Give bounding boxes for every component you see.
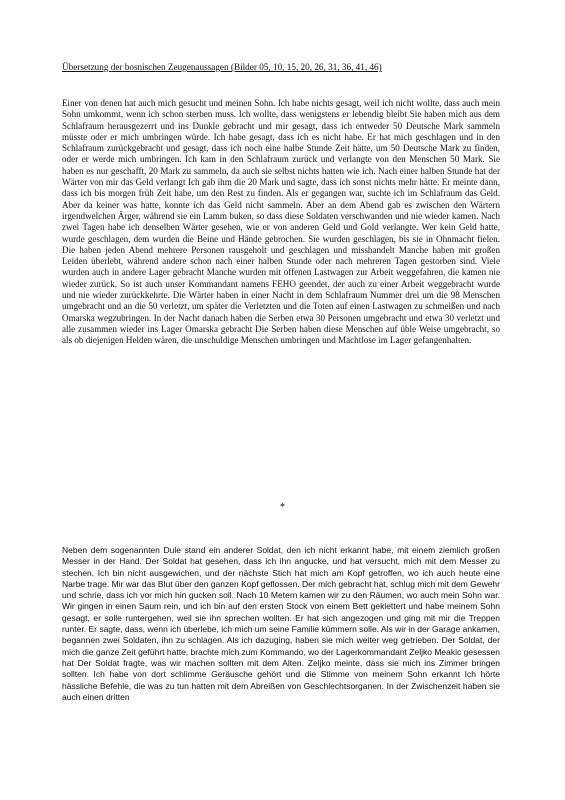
document-title: Übersetzung der bosnischen Zeugenaussagen (Bilder 05, 10, 15, 20, 26, 31, 36, 41, 46): [62, 62, 382, 72]
section-separator: *: [280, 502, 285, 513]
testimony-paragraph-2: Neben dem sogenannten Dule stand ein anderer Soldat, den ich nicht erkannt habe, mit einem ziemlich großen Messer in der Hand. Der Soldat hat gesehen, dass ich ihn angucke, und hat versucht, mich mit dem Messer zu stechen. Ich bin nicht ausgewichen, und der nächste Stich hat mich am Kopf getroffen, wo ich auch heute eine Narbe trage. Mir war das Blut über den ganzen Kopf geflossen. Der mich gebracht hat, schlug mich mit dem Gewehr und schrie, dass ich vor mich hin gucken soll. Nach 10 Metern kamen wir zu den Räumen, wo auch mein Sohn war. Wir gingen in einen Saum rein, und ich bin auf den ersten Stock von einem Bett geklettert und habe meinem Sohn gesagt, er solle runtergehen, weil sie ihn sprechen wollten. Er hat sich angezogen und ging mit mir die Treppen runter. Er sagte, dass, wenn ich überlebe, ich mich um seine Familie kümmern solle. Als wir in der Garage ankamen, begannen zwei Soldaten, ihn zu schlagen. Als ich dazuging, haben sie mich weiter weg getrieben. Der Soldat, der mich die ganze Zeit geführt hatte, brachte mich zum Kommando, wo der Lagerkommandant Zeljko Meakic gesessen hat Der Soldat fragte, was wir machen sollten mit dem Alten. Zeljko meinte, dass sie mich ins Zimmer bringen sollten. Ich habe von dort schlimme Geräusche gehört und die Stimme von meinem Sohn erkannt Ich hörte hässliche Befehle, die was zu tun hatten mit dem Abreißen von Geschlechtsorganen. In der Zwischenzeit haben sie auch einen dritten: [62, 545, 500, 702]
testimony-paragraph-1: Einer von denen hat auch mich gesucht und meinen Sohn. Ich habe nichts gesagt, weil ich nicht wollte, dass auch mein Sohn umkommt, wenn ich schon sterben muss. Ich wollte, dass wenigstens er lebendig bleibt Sie haben mich aus dem Schlafraum herausgezerrt und ins Dunkle gebracht und mir gesagt, dass ich entweder 50 Deutsche Mark sammeln müsste oder er mich umbringen würde. Ich habe gesagt, dass ich es nicht habe. Er hat mich geschlagen und in den Schlafraum zurückgebracht und gesagt, dass ich noch eine halbe Stunde Zeit hätte, um 50 Deutsche Mark zu finden, oder er werde mich umbringen. Ich kam in den Schlafraum zurück und verlangte von den Menschen 50 Mark. Sie haben es nur geschafft, 20 Mark zu sammeln, da auch sie selbst nichts hatten wie ich. Nach einer halben Stunde hat der Wärter von mir das Geld verlangt Ich gab ihm die 20 Mark und sagte, dass ich sonst nichts mehr hätte. Er meinte dann, dass ich bis morgen früh Zeit habe, um den Rest zu finden. Als er gegangen war, suchte ich im Schlafraum das Geld. Aber da keiner was hatte, konnte ich das Geld nicht sammeln. Aber an dem Abend gab es zwischen den Wärtern irgendwelchen Ärger, während sie ein Lamm buken, so dass diese Soldaten verschwanden und nie wieder kamen. Nach zwei Tagen habe ich denselben Wärter gesehen, wie er von anderen Geld und Gold verlangte. Wer kein Geld hatte, wurde geschlagen, dem wurden die Beine und Hände gebrochen. Sie wurden geschlagen, bis sie in Ohnmacht fielen. Die haben jeden Abend mehrere Personen rausgeholt und geschlagen und misshandelt Manche haben mit großen Leiden überlebt, während andere schon nach einer halben Stunde oder nach mehreren Tagen gestorben sind. Viele wurden auch in andere Lager gebracht Manche wurden mit offenen Lastwagen zur Arbeit weggefahren, die kamen nie wieder zurück. So ist auch unser Kommandant namens FEHO geendet, der auch zu einer Arbeit weggebracht wurde und nie wieder zurückkehrte. Die Wärter haben in einer Nacht in dem Schlafraum Nummer drei um die 98 Menschen umgebracht und an die 50 verletzt, um später die Verletzten und die Toten auf einen Lastwagen zu schmeißen und nach Omarska wegzubringen. In der Nacht danach haben die Serben etwa 30 Personen umgebracht und etwa 30 verletzt und alle zusammen wieder ins Lager Omarska gebracht Die Serben haben diese Menschen auf üble Weise umgebracht, so als ob diejenigen Helden wären, die unschuldige Menschen umbringen und Machtlose im Lager gefangenhalten.: [62, 98, 500, 346]
